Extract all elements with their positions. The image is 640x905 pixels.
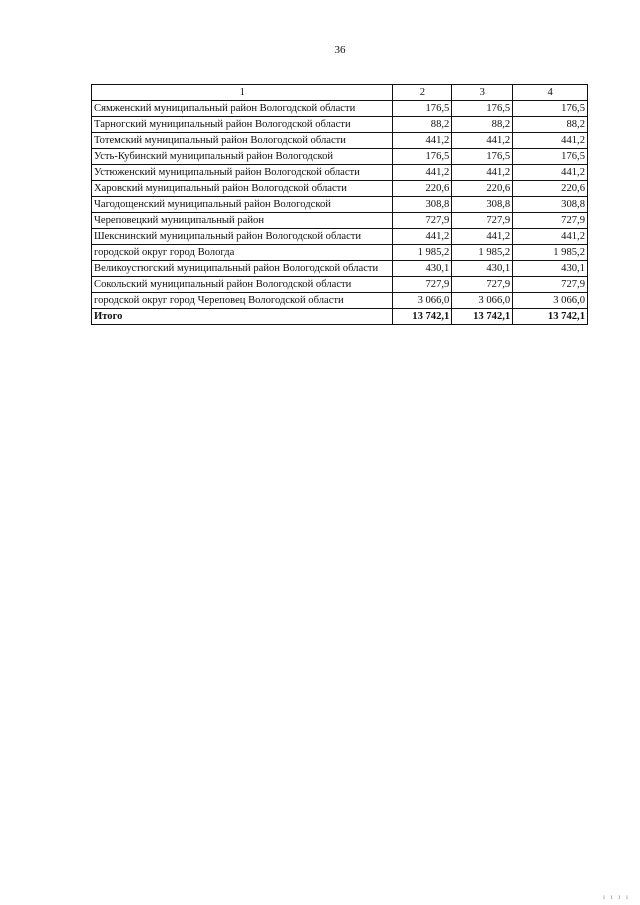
row-value-col3: 441,2 <box>452 133 513 149</box>
table-row <box>92 117 588 133</box>
row-value-col4: 176,5 <box>513 101 588 117</box>
row-name: Тотемский муниципальный район Вологодской области <box>92 133 393 149</box>
page-number: 36 <box>334 44 346 56</box>
row-value-col2: 176,5 <box>393 101 452 117</box>
row-value-col4: 88,2 <box>513 117 588 133</box>
row-value-col3: 3 066,0 <box>452 293 513 309</box>
row-name: Устюженский муниципальный район Вологодской области <box>92 165 393 181</box>
row-value-col3: 176,5 <box>452 101 513 117</box>
row-name: Шекснинский муниципальный район Вологодской области <box>92 229 393 245</box>
table-row <box>92 101 588 117</box>
row-value-col2: 88,2 <box>393 117 452 133</box>
row-value-col4: 727,9 <box>513 277 588 293</box>
row-name: Великоустюгский муниципальный район Вологодской области <box>92 261 393 277</box>
row-value-col3: 430,1 <box>452 261 513 277</box>
table-row <box>92 149 588 165</box>
row-value-col3: 308,8 <box>452 197 513 213</box>
row-value-col3: 1 985,2 <box>452 245 513 261</box>
row-value-col2: 430,1 <box>393 261 452 277</box>
row-value-col3: 88,2 <box>452 117 513 133</box>
row-value-col2: 220,6 <box>393 181 452 197</box>
row-name: Череповецкий муниципальный район <box>92 213 393 229</box>
total-label: Итого <box>92 309 393 325</box>
row-value-col2: 1 985,2 <box>393 245 452 261</box>
row-value-col2: 727,9 <box>393 213 452 229</box>
row-value-col3: 176,5 <box>452 149 513 165</box>
row-value-col2: 727,9 <box>393 277 452 293</box>
row-name: Усть-Кубинский муниципальный район Вологодской <box>92 149 393 165</box>
row-value-col2: 3 066,0 <box>393 293 452 309</box>
header-cell-3: 3 <box>452 85 513 101</box>
row-name: Харовский муниципальный район Вологодской области <box>92 181 393 197</box>
table-row <box>92 133 588 149</box>
row-name: Тарногский муниципальный район Вологодской области <box>92 117 393 133</box>
table-row <box>92 197 588 213</box>
row-value-col3: 441,2 <box>452 165 513 181</box>
table-row <box>92 181 588 197</box>
row-value-col3: 727,9 <box>452 277 513 293</box>
table-row <box>92 229 588 245</box>
row-value-col3: 441,2 <box>452 229 513 245</box>
table-row <box>92 165 588 181</box>
table-row <box>92 293 588 309</box>
allocation-table <box>91 84 588 325</box>
total-row <box>92 309 588 325</box>
row-name: городской округ город Череповец Вологодской области <box>92 293 393 309</box>
table-header-row <box>92 85 588 101</box>
row-value-col2: 308,8 <box>393 197 452 213</box>
row-value-col2: 176,5 <box>393 149 452 165</box>
scan-corner-mark: ı ı ı ı <box>602 893 630 901</box>
table-row <box>92 213 588 229</box>
row-name: Чагодощенский муниципальный район Вологодской <box>92 197 393 213</box>
row-value-col4: 1 985,2 <box>513 245 588 261</box>
row-value-col4: 727,9 <box>513 213 588 229</box>
header-cell-1: 1 <box>92 85 393 101</box>
total-value-col2: 13 742,1 <box>393 309 452 325</box>
table-row <box>92 277 588 293</box>
total-value-col3: 13 742,1 <box>452 309 513 325</box>
header-cell-2: 2 <box>393 85 452 101</box>
row-value-col3: 220,6 <box>452 181 513 197</box>
row-value-col2: 441,2 <box>393 165 452 181</box>
row-value-col4: 430,1 <box>513 261 588 277</box>
table-row <box>92 245 588 261</box>
row-value-col4: 441,2 <box>513 229 588 245</box>
row-value-col4: 176,5 <box>513 149 588 165</box>
row-value-col4: 308,8 <box>513 197 588 213</box>
row-value-col4: 441,2 <box>513 165 588 181</box>
row-value-col4: 3 066,0 <box>513 293 588 309</box>
header-cell-4: 4 <box>513 85 588 101</box>
row-value-col3: 727,9 <box>452 213 513 229</box>
row-name: Сокольский муниципальный район Вологодской области <box>92 277 393 293</box>
row-value-col4: 441,2 <box>513 133 588 149</box>
row-name: Сямженский муниципальный район Вологодской области <box>92 101 393 117</box>
table-body <box>92 85 588 325</box>
row-value-col2: 441,2 <box>393 229 452 245</box>
total-value-col4: 13 742,1 <box>513 309 588 325</box>
row-name: городской округ город Вологда <box>92 245 393 261</box>
table-row <box>92 261 588 277</box>
row-value-col2: 441,2 <box>393 133 452 149</box>
row-value-col4: 220,6 <box>513 181 588 197</box>
